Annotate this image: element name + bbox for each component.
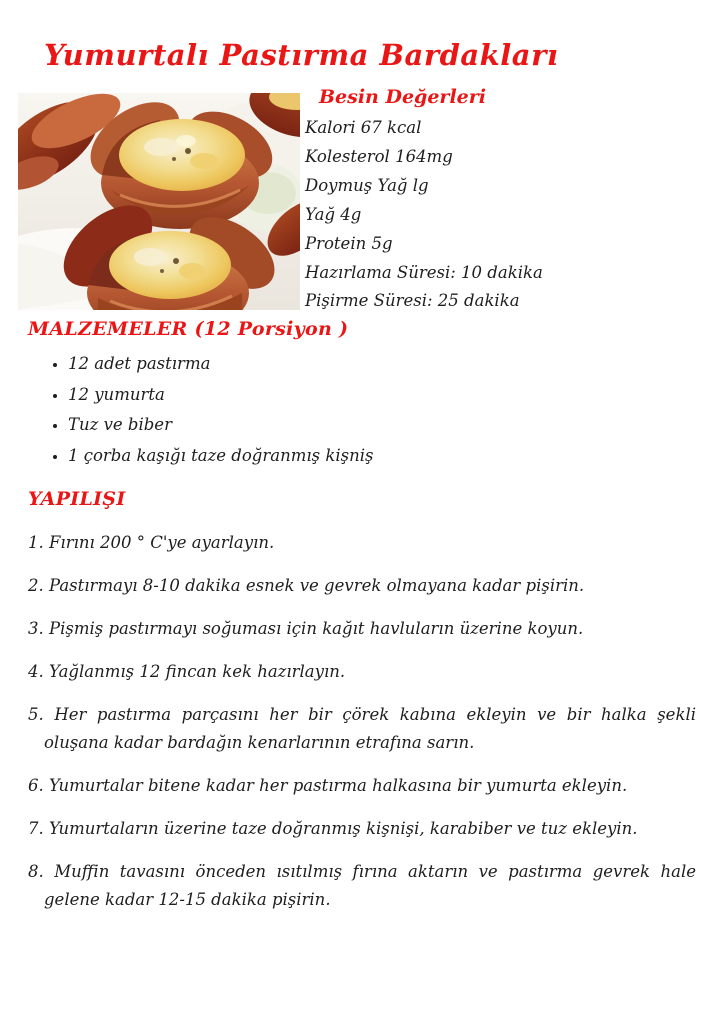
ingredient-item: • Tuz ve biber: [68, 415, 696, 434]
page-title: Yumurtalı Pastırma Bardakları: [44, 38, 559, 72]
ingredient-list: [28, 354, 696, 465]
nutrition-heading: Besin Değerleri: [319, 86, 486, 108]
nutrition-section: [305, 86, 709, 316]
ingredients-heading: MALZEMELER (12 Porsiyon ): [28, 318, 349, 340]
direction-step: 1. Fırını 200 ° C'ye ayarlayın.: [28, 533, 275, 552]
ingredient-item: • 12 yumurta: [68, 385, 696, 404]
recipe-photo: [18, 93, 300, 310]
ingredients-section: [28, 318, 696, 476]
nutrition-line-cholesterol: Kolesterol 164mg: [305, 146, 453, 166]
nutrition-line-cook-time: Pişirme Süresi: 25 dakika: [305, 291, 520, 311]
nutrition-line-calories: Kalori 67 kcal: [305, 118, 422, 137]
nutrition-line-saturated-fat: Doymuş Yağ lg: [305, 175, 429, 195]
direction-steps: [28, 529, 696, 914]
nutrition-line-fat: Yağ 4g: [305, 204, 362, 224]
direction-step: 8. Muffin tavasını önceden ısıtılmış fırına aktarın ve pastırma gevrek hale gelene kadar 12-15 dakika pişirin.: [28, 862, 696, 909]
nutrition-line-prep-time: Hazırlama Süresi: 10 dakika: [305, 262, 543, 282]
direction-step: 3. Pişmiş pastırmayı soğuması için kağıt havluların üzerine koyun.: [28, 619, 584, 638]
direction-step: 5. Her pastırma parçasını her bir çörek kabına ekleyin ve bir halka şekli oluşana kadar bardağın kenarlarının etrafına sarın.: [28, 705, 696, 752]
direction-step: 7. Yumurtaların üzerine taze doğranmış kişnişi, karabiber ve tuz ekleyin.: [28, 819, 638, 838]
direction-step: 2. Pastırmayı 8-10 dakika esnek ve gevrek olmayana kadar pişirin.: [28, 576, 585, 595]
ingredient-item: • 1 çorba kaşığı taze doğranmış kişniş: [68, 446, 696, 465]
recipe-photo-illustration: [18, 93, 300, 310]
ingredient-item: • 12 adet pastırma: [68, 354, 696, 373]
nutrition-line-protein: Protein 5g: [305, 233, 393, 253]
direction-step: 6. Yumurtalar bitene kadar her pastırma halkasına bir yumurta ekleyin.: [28, 776, 628, 795]
direction-step: 4. Yağlanmış 12 fincan kek hazırlayın.: [28, 662, 346, 681]
directions-section: [28, 488, 696, 929]
directions-heading: YAPILIŞI: [28, 488, 126, 510]
